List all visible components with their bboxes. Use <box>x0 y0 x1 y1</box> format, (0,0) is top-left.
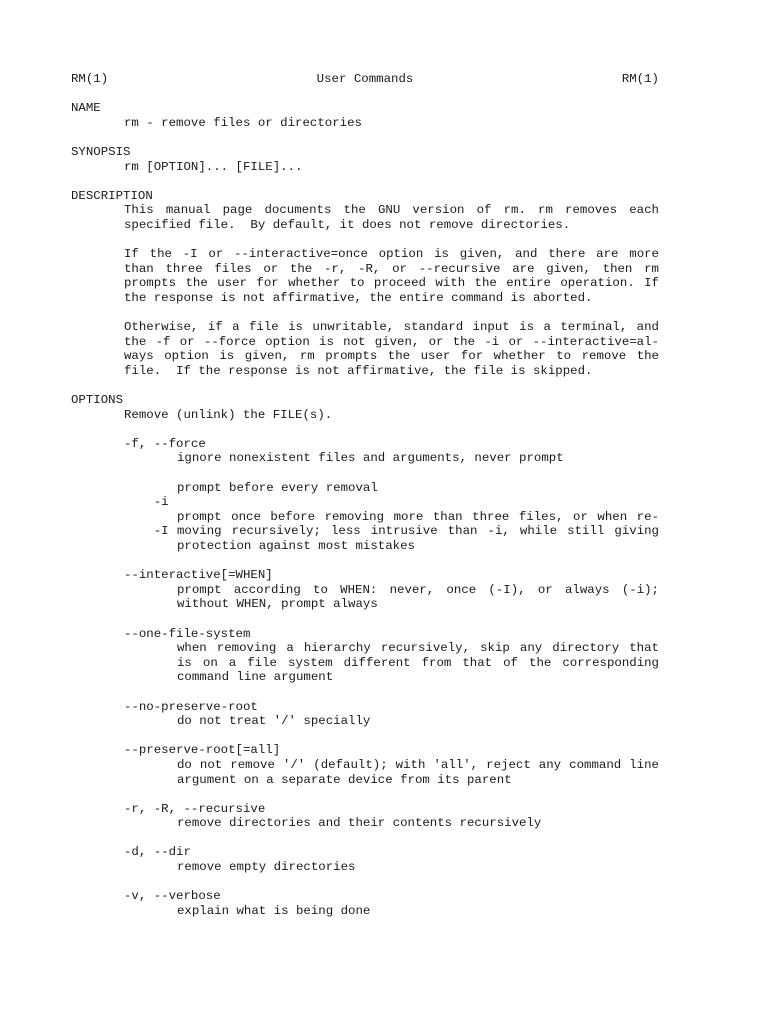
description-line: the -f or --force option is not given, or the -i or --interactive=al- <box>124 334 659 349</box>
option-flag: --preserve-root[=all] <box>124 743 281 758</box>
description-line: If the -I or --interactive=once option is given, and there are more <box>124 247 659 262</box>
header-right: RM(1) <box>621 72 659 86</box>
description-paragraph-3 <box>71 320 659 378</box>
options-intro: Remove (unlink) the FILE(s). <box>124 407 333 422</box>
option-description: explain what is being done <box>177 903 371 918</box>
option-description: remove directories and their contents recursively <box>177 816 542 831</box>
option-flag: -f, --force <box>124 436 206 451</box>
synopsis-text: rm [OPTION]... [FILE]... <box>124 159 303 174</box>
description-line: Otherwise, if a file is unwritable, standard input is a terminal, and <box>124 320 659 335</box>
header-center: User Commands <box>316 72 414 86</box>
option-flag: -d, --dir <box>124 845 191 860</box>
section-heading-synopsis: SYNOPSIS <box>71 144 131 159</box>
option-description: ignore nonexistent files and arguments, never prompt <box>177 451 564 466</box>
description-paragraph-1 <box>71 203 659 232</box>
section-heading-options: OPTIONS <box>71 393 124 408</box>
description-line: the response is not affirmative, the entire command is aborted. <box>124 290 593 305</box>
section-heading-description: DESCRIPTION <box>71 188 153 203</box>
option-description: command line argument <box>177 670 334 685</box>
description-line: ways option is given, rm prompts the user for whether to remove the <box>124 349 659 364</box>
option-description: argument on a separate device from its parent <box>177 772 512 787</box>
option-flag: --interactive[=WHEN] <box>124 568 273 583</box>
description-line: specified file. By default, it does not remove directories. <box>124 217 571 232</box>
option-flag: -i <box>153 495 169 510</box>
option-flag: -r, -R, --recursive <box>124 801 266 816</box>
option-description: prompt according to WHEN: never, once (-I), or always (-i); <box>177 582 659 597</box>
description-paragraph-2 <box>71 247 659 305</box>
description-line: prompts the user for whether to proceed with the entire operation. If <box>124 276 659 291</box>
man-header <box>71 72 659 87</box>
option-description: do not treat '/' specially <box>177 714 371 729</box>
option-flag: -I <box>153 524 169 539</box>
option-flag: --one-file-system <box>124 626 251 641</box>
description-line: file. If the response is not affirmative, the file is skipped. <box>124 363 593 378</box>
name-text: rm - remove files or directories <box>124 115 362 130</box>
header-left: RM(1) <box>71 72 109 86</box>
option-description: prompt before every removal <box>177 480 378 495</box>
option-row-i <box>71 480 659 510</box>
option-flag: --no-preserve-root <box>124 699 258 714</box>
option-description: when removing a hierarchy recursively, skip any directory that <box>177 641 659 656</box>
option-description: prompt once before removing more than three files, or when re- <box>177 509 659 524</box>
option-description: without WHEN, prompt always <box>177 597 378 612</box>
option-description: moving recursively; less intrusive than -i, while still giving <box>177 524 659 539</box>
option-description: is on a file system different from that of the corresponding <box>177 655 659 670</box>
option-flag: -v, --verbose <box>124 889 221 904</box>
description-line: than three files or the -r, -R, or --recursive are given, then rm <box>124 261 659 276</box>
option-description: do not remove '/' (default); with 'all', reject any command line <box>177 757 659 772</box>
section-heading-name: NAME <box>71 101 101 116</box>
option-description: protection against most mistakes <box>177 539 415 553</box>
description-line: This manual page documents the GNU version of rm. rm removes each <box>124 203 659 218</box>
option-description: remove empty directories <box>177 860 356 875</box>
man-page <box>71 72 659 918</box>
